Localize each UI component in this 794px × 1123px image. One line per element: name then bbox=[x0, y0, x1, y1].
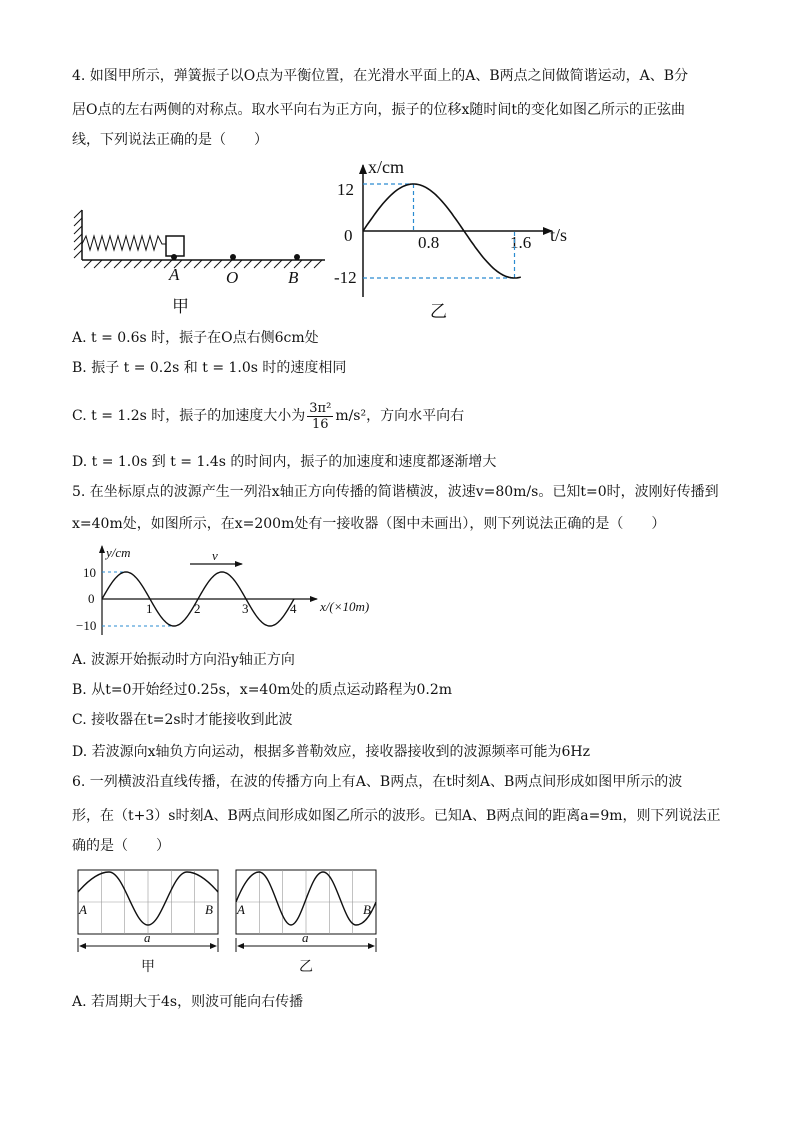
ground-hatching bbox=[84, 260, 322, 268]
origin-label: 0 bbox=[344, 226, 353, 245]
q5-option-D: D. 若波源向x轴负方向运动，根据多普勒效应，接收器接收到的波源频率可能为6Hz bbox=[72, 744, 591, 760]
q6-option-A: A. 若周期大于4s，则波可能向右传播 bbox=[72, 994, 304, 1010]
x-tick-4: 4 bbox=[290, 601, 297, 616]
label-A: A bbox=[79, 902, 87, 917]
caption-jia: 甲 bbox=[172, 297, 189, 316]
q4-option-B: B. 振子 t = 0.2s 和 t = 1.0s 时的速度相同 bbox=[72, 360, 347, 376]
point-B bbox=[294, 254, 300, 260]
fraction-denominator: 16 bbox=[312, 416, 329, 432]
point-O bbox=[230, 254, 236, 260]
label-a: a bbox=[144, 930, 151, 945]
label-A: A bbox=[237, 902, 245, 917]
q5-stem-line-1: 5. 在坐标原点的波源产生一列沿x轴正方向传播的简谐横波，波速v=80m/s。已知t=0时，波刚好传播到 bbox=[72, 484, 719, 500]
fraction bbox=[307, 401, 333, 432]
x-tick-1: 1 bbox=[146, 601, 153, 616]
q4-figure-yi-xt-graph bbox=[330, 155, 580, 325]
q6-stem-line-1: 6. 一列横波沿直线传播，在波的传播方向上有A、B两点，在t时刻A、B两点间形成如图甲所示的波 bbox=[72, 774, 683, 790]
velocity-label: v bbox=[212, 548, 218, 563]
caption-jia: 甲 bbox=[141, 960, 155, 975]
y-tick-12: 12 bbox=[337, 180, 354, 199]
q5-stem-line-2: x=40m处，如图所示，在x=200m处有一接收器（图中未画出），则下列说法正确的是（ ） bbox=[72, 516, 666, 532]
q4-option-C-pre: C. t = 1.2s 时，振子的加速度大小为 bbox=[72, 408, 306, 424]
y-axis-label: x/cm bbox=[368, 157, 404, 177]
x-axis-label: x/(×10m) bbox=[320, 599, 370, 614]
y-tick-10: 10 bbox=[83, 565, 96, 580]
caption-yi: 乙 bbox=[430, 302, 447, 321]
label-O: O bbox=[226, 268, 239, 287]
x-tick-1.6: 1.6 bbox=[510, 233, 532, 252]
q5-option-C: C. 接收器在t=2s时才能接收到此波 bbox=[72, 712, 293, 728]
label-B: B bbox=[363, 902, 371, 917]
q4-stem-line-3: 线，下列说法正确的是（ ） bbox=[72, 132, 268, 148]
wall-hatching bbox=[74, 210, 82, 258]
q6-figure-yi bbox=[232, 866, 382, 978]
q4-stem-line-1: 4. 如图甲所示，弹簧振子以O点为平衡位置，在光滑水平面上的A、B两点之间做简谐运动，A、B分 bbox=[72, 68, 689, 84]
label-A: A bbox=[169, 265, 180, 284]
label-B: B bbox=[205, 902, 213, 917]
q4-option-A: A. t = 0.6s 时，振子在O点右侧6cm处 bbox=[72, 330, 319, 346]
q5-option-A: A. 波源开始振动时方向沿y轴正方向 bbox=[72, 652, 295, 668]
x-axis-label: t/s bbox=[550, 225, 568, 245]
q5-option-B: B. 从t=0开始经过0.25s，x=40m处的质点运动路程为0.2m bbox=[72, 682, 453, 698]
y-tick-neg12: -12 bbox=[334, 268, 357, 287]
q6-stem-line-2: 形，在（t+3）s时刻A、B两点间形成如图乙所示的波形。已知A、B两点间的距离a=9m，则下列说法正 bbox=[72, 808, 721, 824]
label-B: B bbox=[288, 268, 299, 287]
label-a: a bbox=[302, 930, 309, 945]
q6-stem-line-3: 确的是（ ） bbox=[72, 838, 170, 854]
q6-figure-jia bbox=[74, 866, 224, 978]
point-A bbox=[171, 254, 177, 260]
x-tick-3: 3 bbox=[242, 601, 249, 616]
q4-option-D: D. t = 1.0s 到 t = 1.4s 的时间内，振子的加速度和速度都逐渐增大 bbox=[72, 454, 497, 470]
y-tick-neg10: −10 bbox=[76, 618, 97, 633]
spring bbox=[82, 236, 166, 250]
q4-stem-line-2: 居O点的左右两侧的对称点。取水平向右为正方向，振子的位移x随时间t的变化如图乙所示的正弦曲 bbox=[72, 102, 685, 118]
origin-label: 0 bbox=[88, 591, 95, 606]
q4-option-C-post: m/s²，方向水平向右 bbox=[335, 408, 465, 424]
q5-wave-graph bbox=[72, 540, 392, 640]
x-tick-2: 2 bbox=[194, 601, 201, 616]
q4-figure-jia bbox=[70, 204, 330, 324]
oscillator-block bbox=[166, 236, 184, 256]
y-axis-label: y/cm bbox=[106, 545, 131, 560]
x-tick-0.8: 0.8 bbox=[418, 233, 440, 252]
caption-yi: 乙 bbox=[299, 960, 313, 975]
fraction-numerator: 3π² bbox=[309, 400, 332, 416]
q4-option-C bbox=[72, 396, 464, 436]
